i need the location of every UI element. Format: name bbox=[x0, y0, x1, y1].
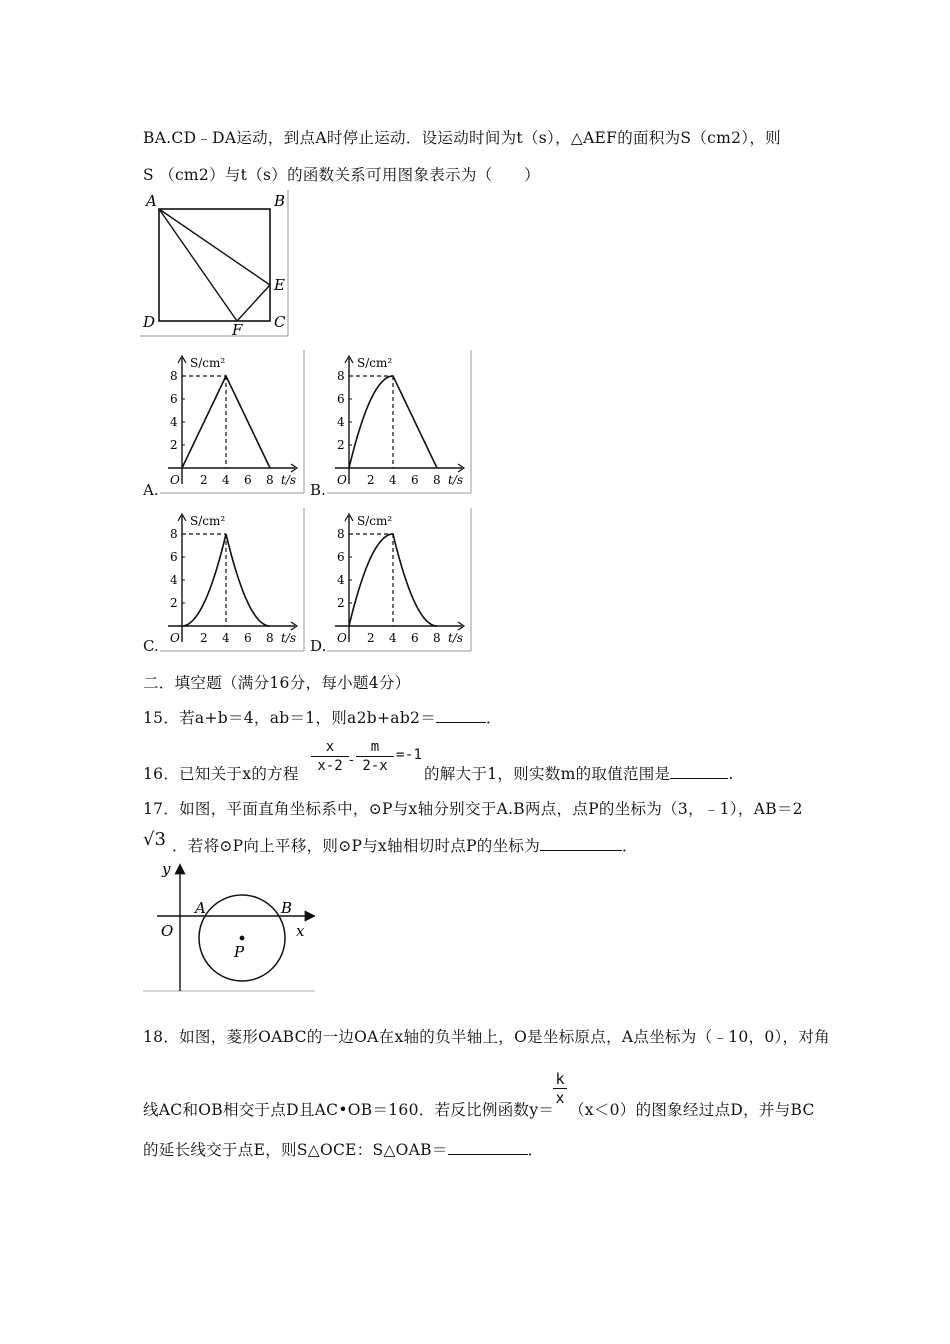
x-tick-label: 8 bbox=[266, 631, 274, 645]
label-x: x bbox=[296, 922, 305, 940]
question-15-end: ． bbox=[486, 709, 502, 727]
segment-ae bbox=[159, 209, 270, 285]
question-18-text: 的延长线交于点E，则S△OCE：S△OAB＝ bbox=[143, 1141, 448, 1159]
fraction-k-over-x bbox=[553, 1070, 567, 1107]
variable-m: m bbox=[560, 765, 576, 783]
label-d: D bbox=[143, 313, 156, 331]
y-tick-label: 2 bbox=[170, 438, 178, 452]
question-15-text: 15．若a+b＝4，ab＝1，则a2b+ab2＝ bbox=[143, 709, 436, 727]
y-tick-label: 6 bbox=[337, 550, 345, 564]
answer-blank bbox=[540, 850, 622, 851]
question-18-end: ． bbox=[527, 1141, 544, 1159]
y-tick-label: 2 bbox=[337, 596, 345, 610]
label-a: A bbox=[195, 899, 206, 917]
question-18-line-2b: （x＜0）的图象经过点D，并与BC bbox=[569, 1101, 815, 1119]
question-16-tail: 的取值范围是 bbox=[575, 765, 671, 783]
y-tick-label: 6 bbox=[170, 550, 178, 564]
segment-ef bbox=[237, 285, 270, 321]
center-point-p bbox=[240, 936, 245, 941]
label-y: y bbox=[162, 860, 171, 878]
option-c-graph bbox=[160, 508, 305, 653]
y-tick-label: 4 bbox=[337, 573, 345, 587]
answer-blank bbox=[436, 722, 486, 723]
label-o: O bbox=[161, 922, 174, 940]
x-tick-label: 4 bbox=[389, 473, 397, 487]
label-p: P bbox=[234, 943, 245, 961]
fraction-denominator: x-2 bbox=[317, 758, 343, 774]
origin-label: O bbox=[337, 473, 347, 487]
fraction-numerator: x bbox=[325, 739, 335, 755]
x-axis-label: t/s bbox=[448, 631, 464, 645]
y-tick-label: 8 bbox=[337, 369, 345, 383]
sqrt-three: √3 bbox=[143, 829, 166, 850]
x-axis-label: t/s bbox=[281, 473, 297, 487]
option-d-graph bbox=[327, 508, 472, 653]
answer-blank bbox=[670, 778, 728, 779]
x-tick-label: 4 bbox=[389, 631, 397, 645]
x-axis-label: t/s bbox=[448, 473, 464, 487]
question-16-text: 的解大于1，则实数 bbox=[424, 765, 561, 783]
x-tick-label: 6 bbox=[244, 473, 252, 487]
x-tick-label: 6 bbox=[244, 631, 252, 645]
x-tick-label: 2 bbox=[367, 631, 375, 645]
y-tick-label: 8 bbox=[170, 527, 178, 541]
x-tick-label: 4 bbox=[222, 473, 230, 487]
square-outline bbox=[159, 209, 270, 321]
fraction-numerator: k bbox=[555, 1070, 565, 1088]
label-a: A bbox=[146, 192, 157, 210]
origin-label: O bbox=[170, 473, 180, 487]
y-tick-label: 4 bbox=[170, 573, 178, 587]
question-18-line-2a: 线AC和OB相交于点D且AC•OB＝160．若反比例函数y＝ bbox=[143, 1101, 555, 1119]
y-tick-label: 8 bbox=[337, 527, 345, 541]
y-axis-label: S/cm² bbox=[190, 514, 226, 528]
y-tick-label: 2 bbox=[337, 438, 345, 452]
equation-rhs: =-1 bbox=[396, 747, 423, 763]
y-tick-label: 6 bbox=[337, 392, 345, 406]
answer-blank bbox=[448, 1154, 528, 1155]
question-14-line-2: S （cm2）与t（s）的函数关系可用图象表示为（ ） bbox=[143, 166, 540, 184]
label-b: B bbox=[281, 899, 293, 917]
x-tick-label: 2 bbox=[200, 631, 208, 645]
x-tick-label: 8 bbox=[266, 473, 274, 487]
label-e: E bbox=[274, 276, 285, 294]
label-c: C bbox=[274, 313, 286, 331]
fraction-x-over-x-minus-2 bbox=[311, 738, 349, 775]
question-16-prefix: 16．已知关于x的方程 bbox=[143, 765, 299, 783]
y-tick-label: 8 bbox=[170, 369, 178, 383]
question-17-text-c: ．若将⊙P向上平移，则⊙P与x轴相切时点P的坐标为 bbox=[172, 837, 541, 855]
question-17-line-2 bbox=[172, 834, 638, 856]
x-tick-label: 2 bbox=[367, 473, 375, 487]
minus-sign: - bbox=[349, 752, 355, 768]
question-17-end: ． bbox=[622, 837, 638, 855]
y-tick-label: 4 bbox=[170, 415, 178, 429]
question-14-line-1: BA.CD﹣DA运动，到点A时停止运动．设运动时间为t（s），△AEF的面积为S（cm2），则 bbox=[143, 129, 781, 147]
question-17-text-b: 直角坐标系中，⊙P与x轴分别交于A.B两点，点P的坐标为（3，﹣1），AB＝2 bbox=[258, 800, 803, 818]
circle-p-figure bbox=[143, 860, 318, 993]
y-axis-label: S/cm² bbox=[357, 514, 393, 528]
origin-label: O bbox=[337, 631, 347, 645]
fraction-denominator: x bbox=[555, 1089, 565, 1107]
option-b-graph bbox=[327, 350, 472, 495]
x-tick-label: 6 bbox=[411, 631, 419, 645]
option-c-label: C. bbox=[143, 637, 159, 655]
y-tick-label: 6 bbox=[170, 392, 178, 406]
label-f: F bbox=[232, 321, 243, 338]
y-axis-label: S/cm² bbox=[190, 356, 226, 370]
question-18-line-3 bbox=[143, 1138, 543, 1160]
question-18-line-1: 18．如图，菱形OABC的一边OA在x轴的负半轴上，O是坐标原点，A点坐标为（﹣10，0），对角 bbox=[143, 1028, 830, 1046]
segment-af bbox=[159, 209, 237, 321]
x-axis-label: t/s bbox=[281, 631, 297, 645]
origin-label: O bbox=[170, 631, 180, 645]
question-17-text-a: 17．如图，平面 bbox=[143, 800, 259, 818]
question-15 bbox=[143, 706, 502, 728]
fraction-denominator: 2-x bbox=[362, 758, 388, 774]
x-tick-label: 2 bbox=[200, 473, 208, 487]
y-axis-label: S/cm² bbox=[357, 356, 393, 370]
square-abcd-figure bbox=[140, 190, 290, 338]
question-16-end: . bbox=[728, 765, 734, 783]
fraction-numerator: m bbox=[370, 739, 380, 755]
question-16-middle bbox=[424, 762, 734, 784]
x-tick-label: 8 bbox=[433, 473, 441, 487]
x-tick-label: 6 bbox=[411, 473, 419, 487]
question-17-line-1 bbox=[143, 797, 803, 819]
fraction-m-over-2-minus-x bbox=[356, 738, 394, 775]
option-b-label: B. bbox=[310, 481, 326, 499]
label-b: B bbox=[274, 192, 286, 210]
option-a-label: A. bbox=[143, 481, 159, 499]
y-tick-label: 2 bbox=[170, 596, 178, 610]
option-a-graph bbox=[160, 350, 305, 495]
x-tick-label: 8 bbox=[433, 631, 441, 645]
section-2-title: 二．填空题（满分16分，每小题4分） bbox=[143, 674, 411, 692]
y-tick-label: 4 bbox=[337, 415, 345, 429]
x-tick-label: 4 bbox=[222, 631, 230, 645]
option-d-label: D. bbox=[310, 637, 327, 655]
